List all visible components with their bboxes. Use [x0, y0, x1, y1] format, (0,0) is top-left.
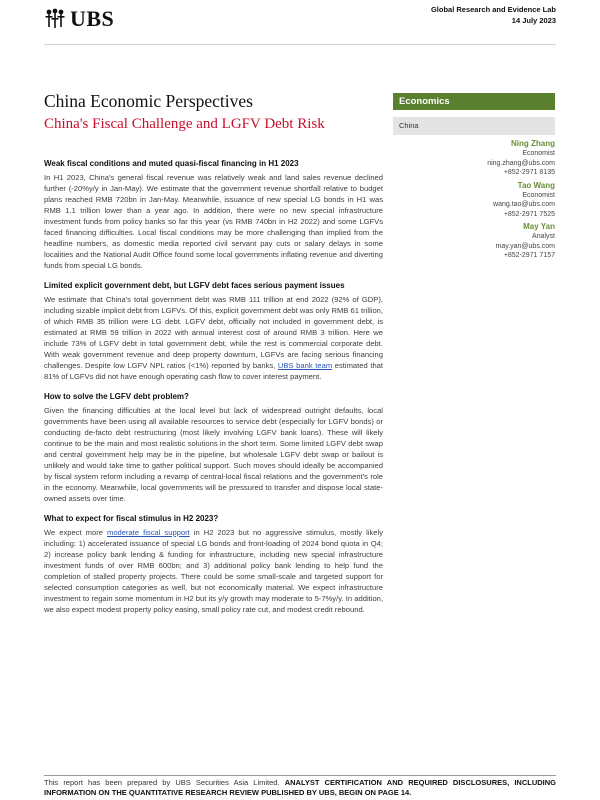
division-label: Global Research and Evidence Lab [430, 5, 556, 14]
section-paragraph: Given the financing difficulties at the local level but lack of widespread outright defaults, local governments have been using all available resources to service debt (especially for LGFV bonds) or conducting de-facto debt restructuring (most likely involving LGFV bank loans). These will likely continue to be the main and most realistic solutions in the short term. Some limited LGFV debt swap and central government help may be in the pipeline, but wholesale LGFV debt swap or bailout is unlikely and would take time to gather political support. Such moves should ideally be accompanied by fiscal system reform including a revamp of central-local fiscal relations and the government's role in the economy. Meanwhile, local governments will be pressured to transfer and dispose local state-owned assets over time. [44, 406, 383, 503]
analyst-role: Analyst [532, 233, 555, 240]
analyst-email[interactable]: ning.zhang@ubs.com [487, 159, 555, 167]
analyst-name: Ning Zhang [511, 139, 555, 148]
paragraph-text: in H2 2023 but no aggressive stimulus, mostly likely including: 1) accelerated issuance of special LG bonds and front-loading of 2024 bond quota in Q4; 2) increase policy bank lending & funding for infrastructure, including new special infrastructure investment funds of over RMB 600bn; and 3) additional policy bank lending to help fund the completion of stalled property projects. There could be some small-scale and targeted support for selected consumption categories as well, but not economically material. We expect infrastructure investment to regain some momentum in H2 but its y/y growth may moderate to 5-7%y/y. In addition, we also expect modest property policy easing, small policy rate cut, and modest credit rebound. [44, 528, 383, 614]
analyst-card [487, 222, 555, 261]
footer-text: This report has been prepared by UBS Securities Asia Limited. [44, 778, 285, 787]
analyst-name: May Yan [523, 222, 555, 231]
report-body [44, 158, 383, 624]
report-title: China's Fiscal Challenge and LGFV Debt Risk [44, 116, 325, 132]
section-heading: What to expect for fiscal stimulus in H2 2023? [44, 514, 219, 523]
analyst-email[interactable]: may.yan@ubs.com [495, 242, 555, 250]
ubs-logo [44, 6, 114, 32]
section-paragraph [44, 527, 383, 615]
analyst-email[interactable]: wang.tao@ubs.com [493, 201, 555, 208]
region-tag: China [393, 117, 555, 135]
analyst-role: Economist [522, 150, 555, 157]
header-divider [44, 44, 556, 45]
ubs-bank-team-link[interactable]: UBS bank team [277, 361, 333, 370]
analyst-phone: +852-2971 7525 [503, 210, 555, 218]
analyst-card [487, 139, 555, 178]
report-date: 14 July 2023 [511, 16, 556, 25]
footer-disclosure: ANALYST CERTIFICATION AND REQUIRED DISCLOSURES, INCLUDING INFORMATION ON THE QUANTITATIVE RESEARCH REVIEW PUBLISHED BY UBS, BEGIN ON PAGE 14. [44, 778, 557, 797]
analyst-list [487, 139, 555, 264]
analyst-phone: +852-2971 7157 [503, 252, 555, 259]
section-heading: How to solve the LGFV debt problem? [44, 392, 189, 401]
disclosure-footer [44, 778, 556, 798]
analyst-role: Economist [522, 191, 555, 199]
report-meta [431, 4, 556, 26]
section-paragraph: In H1 2023, China's general fiscal revenue was relatively weak and land sales revenue declined further (-20%y/y in Jan-May). We estimate that the government revenue shortfall relative to budget plans reached RMB 720bn in Jan-May. Meanwhile, issuance of new special LG bonds in H1 was RMB 1.1 trillion lower than a year ago. In addition, there were no new special infrastructure investment funds from policy banks so far this year (vs RMB 740bn in H2 2022) and some LGFVs faced financing difficulties. Local fiscal conditions may be more challenging than implied from the headline numbers, as domestic media reported civil servant pay cuts or salary delays in some localities and the National Audit Office found some local governments inflating revenue and diverting funds from special LG bonds. [44, 173, 383, 270]
brand-name: UBS [70, 6, 115, 31]
analyst-phone: +852-2971 8135 [503, 169, 555, 176]
series-title: China Economic Perspectives [44, 91, 253, 111]
analyst-name: Tao Wang [517, 180, 555, 190]
sector-tag: Economics [393, 93, 555, 110]
section-heading: Weak fiscal conditions and muted quasi-fiscal financing in H1 2023 [44, 159, 299, 168]
paragraph-text: estimated that 81% of LGFVs did not have enough operating cash flow to cover interest payment. [44, 361, 384, 381]
section-paragraph [44, 294, 383, 382]
paragraph-text: We estimate that China's total government debt was RMB 111 trillion at end 2022 (92% of GDP), including sizable implicit debt from LGFVs. Of this, explicit government debt was only RMB 61 trillion, of which RMB 35 trillion were LG debt. LGFV debt, officially not included in government debt, is estimated at RMB 59 trillion in 2022 with annual interest cost of around RMB 3 trillion. Here we include 73% of LGFV debt in total government debt, while the rest is commercial corporate debt. With weak government revenue and deep property downturn, LGFVs are facing serious financing challenges. Despite low LGFV NPL ratios (<1%) reported by banks, [44, 295, 383, 370]
fiscal-support-link[interactable]: moderate fiscal support [107, 528, 190, 537]
footer-divider [44, 775, 556, 776]
analyst-card [487, 181, 555, 220]
section-heading: Limited explicit government debt, but LGFV debt faces serious payment issues [44, 281, 345, 290]
paragraph-text: We expect more [44, 528, 107, 537]
keys-emblem-icon [44, 8, 66, 30]
